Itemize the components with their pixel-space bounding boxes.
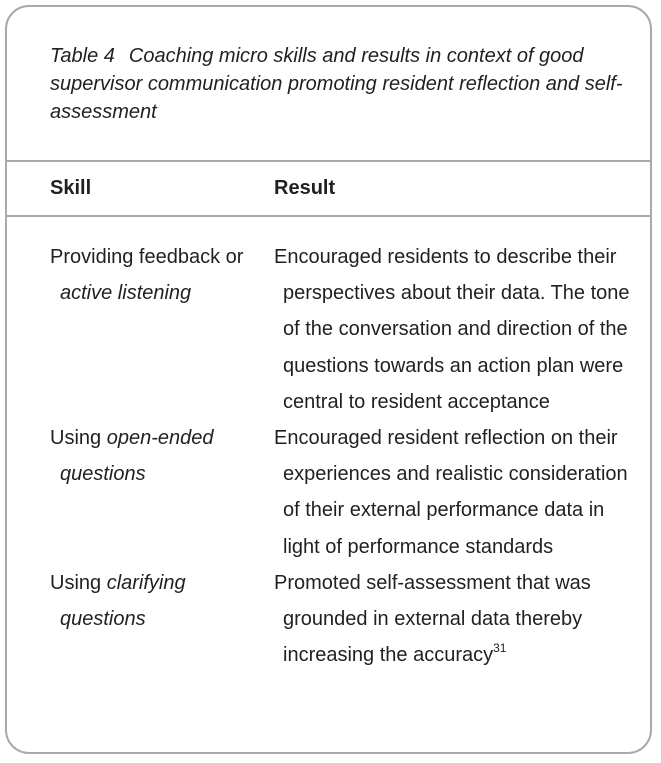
skill-emphasis: active listening bbox=[60, 282, 192, 305]
table-caption-text: Coaching micro skills and results in context of good supervisor communication promoting resident reflection and self-assessment bbox=[50, 45, 623, 123]
table-frame bbox=[5, 5, 652, 754]
table-label: Table 4 bbox=[50, 45, 115, 67]
result-cell bbox=[274, 239, 640, 420]
result-text: Encouraged resident reflection on their experiences and realistic consideration of their external performance data in light of performance standards bbox=[274, 427, 628, 558]
skill-text: Using bbox=[50, 427, 107, 450]
skill-cell bbox=[50, 420, 274, 565]
table-caption bbox=[50, 42, 630, 126]
column-header-result: Result bbox=[274, 177, 336, 199]
skill-cell bbox=[50, 565, 274, 674]
skill-text: Using bbox=[50, 571, 107, 594]
table-row bbox=[50, 565, 640, 674]
skill-emphasis: clarifying questions bbox=[60, 571, 186, 631]
table-row bbox=[50, 420, 640, 565]
reference-superscript: 31 bbox=[493, 641, 507, 656]
result-cell bbox=[274, 565, 640, 674]
result-cell bbox=[274, 420, 640, 565]
table-row bbox=[50, 239, 640, 420]
skill-text: Providing feedback or bbox=[50, 246, 244, 268]
skill-emphasis: open-ended questions bbox=[60, 427, 214, 486]
table-body bbox=[50, 239, 640, 673]
result-text: Encouraged residents to describe their perspectives about their data. The tone of the conversation and direction of the questions towards an action plan were central to resident acceptance bbox=[274, 246, 630, 413]
result-text: Promoted self-assessment that was grounded in external data thereby increasing the accuracy bbox=[274, 571, 591, 667]
skill-cell bbox=[50, 239, 274, 420]
header-top-rule bbox=[7, 160, 650, 162]
column-header-skill: Skill bbox=[50, 177, 92, 199]
header-bottom-rule bbox=[7, 215, 650, 217]
